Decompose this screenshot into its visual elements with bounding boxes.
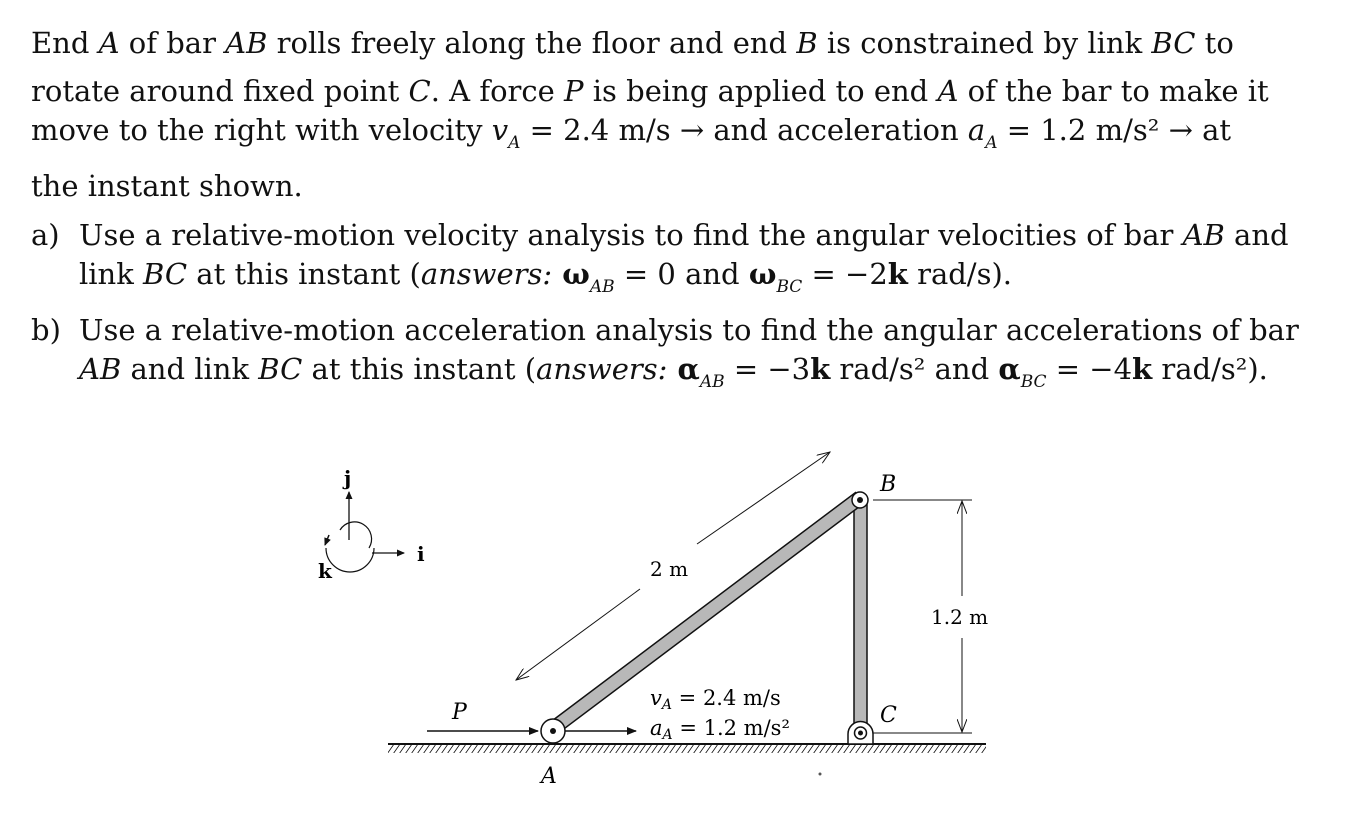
text: at this instant (: [187, 257, 421, 291]
part-b-line-1: Use a relative-motion acceleration analysis to find the angular accelerations of bar: [79, 313, 1299, 347]
text: at this instant (: [302, 352, 537, 386]
symbol-v: v: [491, 113, 509, 147]
text: rolls freely along the floor and end: [267, 26, 797, 60]
text: move to the right with velocity: [31, 113, 492, 147]
label-B: B: [880, 472, 897, 497]
text: Use a relative-motion velocity analysis to find the angular velocities of bar: [79, 218, 1183, 252]
symbol-AB: AB: [1182, 218, 1225, 252]
force-P-arrow: [427, 700, 538, 731]
link-BC: [854, 498, 867, 732]
text: End: [31, 26, 99, 60]
subscript: AB: [699, 372, 725, 392]
subscript: AB: [589, 277, 615, 297]
text: is constrained by link: [817, 26, 1152, 60]
symbol-omega: ω: [748, 257, 777, 291]
symbol-P: P: [564, 74, 584, 108]
symbol-alpha: α: [667, 352, 700, 386]
pin-support-C: [848, 721, 873, 744]
symbol-AB: AB: [225, 26, 268, 60]
part-a-label: a): [31, 218, 60, 252]
part-b-label: b): [31, 313, 61, 347]
text: = 2.4 m/s → and acceleration: [520, 113, 968, 147]
text: and: [1224, 218, 1289, 252]
text: = −4: [1046, 352, 1133, 386]
text: = 0 and: [614, 257, 749, 291]
axis-k-label: k: [318, 559, 332, 583]
symbol-BC: BC: [258, 352, 303, 386]
subscript: A: [508, 133, 521, 153]
text: rad/s).: [907, 257, 1012, 291]
symbol-B: B: [796, 26, 818, 60]
text: link: [79, 257, 144, 291]
stray-dot: [819, 773, 822, 776]
symbol-BC: BC: [1151, 26, 1196, 60]
symbol-C: C: [408, 74, 431, 108]
unit-vector-k: k: [810, 352, 831, 386]
subscript: BC: [1020, 372, 1047, 392]
dim-AB-label: 2 m: [650, 557, 689, 581]
axes-icon: [318, 466, 425, 583]
symbol-BC: BC: [143, 257, 188, 291]
symbol-alpha: α: [998, 352, 1021, 386]
label-A: A: [541, 764, 557, 789]
aA-label: aA = 1.2 m/s²: [650, 716, 790, 743]
text: is being applied to end: [583, 74, 938, 108]
label-P: P: [452, 700, 467, 725]
symbol-omega: ω: [552, 257, 590, 291]
roller-A: [541, 719, 565, 743]
unit-vector-k: k: [1132, 352, 1153, 386]
ground: [388, 744, 986, 753]
symbol-A: A: [98, 26, 120, 60]
symbol-AB: AB: [79, 352, 122, 386]
unit-vector-k: k: [887, 257, 908, 291]
pin-B: [852, 492, 868, 508]
axis-j-label: j: [344, 466, 352, 490]
subscript: A: [985, 133, 998, 153]
text: = −3: [724, 352, 811, 386]
text: rotate around fixed point: [31, 74, 409, 108]
text: of bar: [119, 26, 226, 60]
symbol-a: a: [967, 113, 986, 147]
text: rad/s²).: [1152, 352, 1268, 386]
text: of the bar to make it: [958, 74, 1269, 108]
symbol-A: A: [937, 74, 959, 108]
label-C: C: [880, 703, 897, 728]
text: = 1.2 m/s² → at: [997, 113, 1232, 147]
text: and link: [121, 352, 259, 386]
answers-label: answers:: [536, 352, 668, 386]
answers-label: answers:: [420, 257, 553, 291]
problem-line-4: the instant shown.: [31, 169, 303, 203]
dimension-height: [873, 500, 988, 733]
text: = −2: [802, 257, 888, 291]
subscript: BC: [776, 277, 803, 297]
dim-height-label: 1.2 m: [931, 605, 989, 629]
vA-label: vA = 2.4 m/s: [650, 686, 781, 713]
text: . A force: [430, 74, 565, 108]
text: rad/s² and: [830, 352, 999, 386]
axis-i-label: i: [417, 542, 425, 566]
text: to: [1195, 26, 1234, 60]
